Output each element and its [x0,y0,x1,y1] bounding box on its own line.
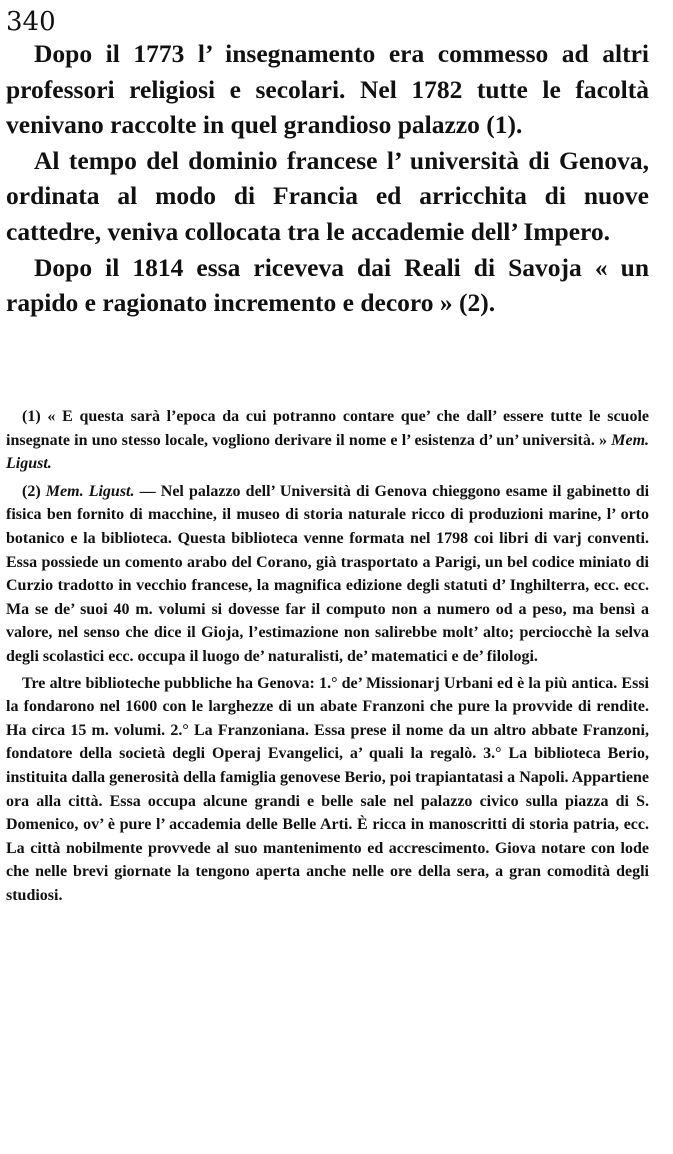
paragraph-3: Dopo il 1814 essa riceveva dai Reali di Savoja « un rapido e ragionato incremento e decoro » (2). [6,252,649,318]
footnote-1-source: Mem. Ligust. [6,431,650,473]
footnote-2-source: Mem. Ligust. [45,482,135,500]
footnote-2-label: (2) [22,482,41,500]
paragraph-1: Dopo il 1773 l’ insegnamento era commesso ad altri professori religiosi e secolari. Nel 1782 tutte le facoltà venivano raccolte in quel grandioso palazzo (1). [6,39,649,140]
footnote-1 [6,405,649,476]
footnote-1-text: (1) « E questa sarà l’epoca da cui potranno contare que’ che dall’ essere tutte le scuole insegnate in uno stesso locale, vogliono derivare il nome e l’ esistenza d’ un’ università. » [6,408,649,449]
paragraph-2: Al tempo del dominio francese l’ università di Genova, ordinata al modo di Francia ed arricchita di nuove cattedre, veniva collocata tra le accademie dell’ Impero. [6,145,649,246]
main-text [6,36,649,321]
footnote-2-text: — Nel palazzo dell’ Università di Genova chieggono esame il gabinetto di fisica ben fornito di macchine, il museo di storia naturale ricco di produzioni marine, l’ orto botanico e la biblioteca. Questa biblioteca venne formata nel 1798 coi libri di varj conventi. Essa possiede un comento arabo del Corano, già trasportato a Parigi, un bel codice miniato di Curzio tradotto in vecchio francese, la magnifica edizione degli statuti d’ Inghilterra, ecc. ecc. Ma se de’ suoi 40 m. volumi si dovesse far il computo non a numero od a peso, ma bensì a valore, nel senso che dice il Gioja, l’estimazione non salirebbe molt’ alto; perciocchè la selva degli scolastici ecc. occupa il luogo de’ naturalisti, de’ matematici e de’ filologi. [6,482,650,665]
page-number: 340 [6,7,56,37]
footnote-2 [6,480,649,669]
footnotes [6,405,649,907]
footnote-libraries: Tre altre biblioteche pubbliche ha Genova: 1.° de’ Missionarj Urbani ed è la più antica. Essi la fondarono nel 1600 con le larghezze di un abate Franzoni che pure la provvide di rendite. Ha circa 15 m. volumi. 2.° La Franzoniana. Essa prese il nome da un altro abbate Franzoni, fondatore della società degli Operaj Evangelici, a’ quali la regalò. 3.° La biblioteca Berio, instituita dalla generosità della famiglia genovese Berio, poi trapiantatasi a Napoli. Appartiene ora alla città. Essa occupa alcune grandi e belle sale nel palazzo civico sulla piazza di S. Domenico, ov’ è pure l’ accademia delle Belle Arti. È ricca in manoscritti di storia patria, ecc. La città nobilmente provvede al suo mantenimento ed accrescimento. Giova notare con lode che nelle brevi giornate la tengono aperta anche nelle ore della sera, a gran comodità degli studiosi. [6,674,649,904]
